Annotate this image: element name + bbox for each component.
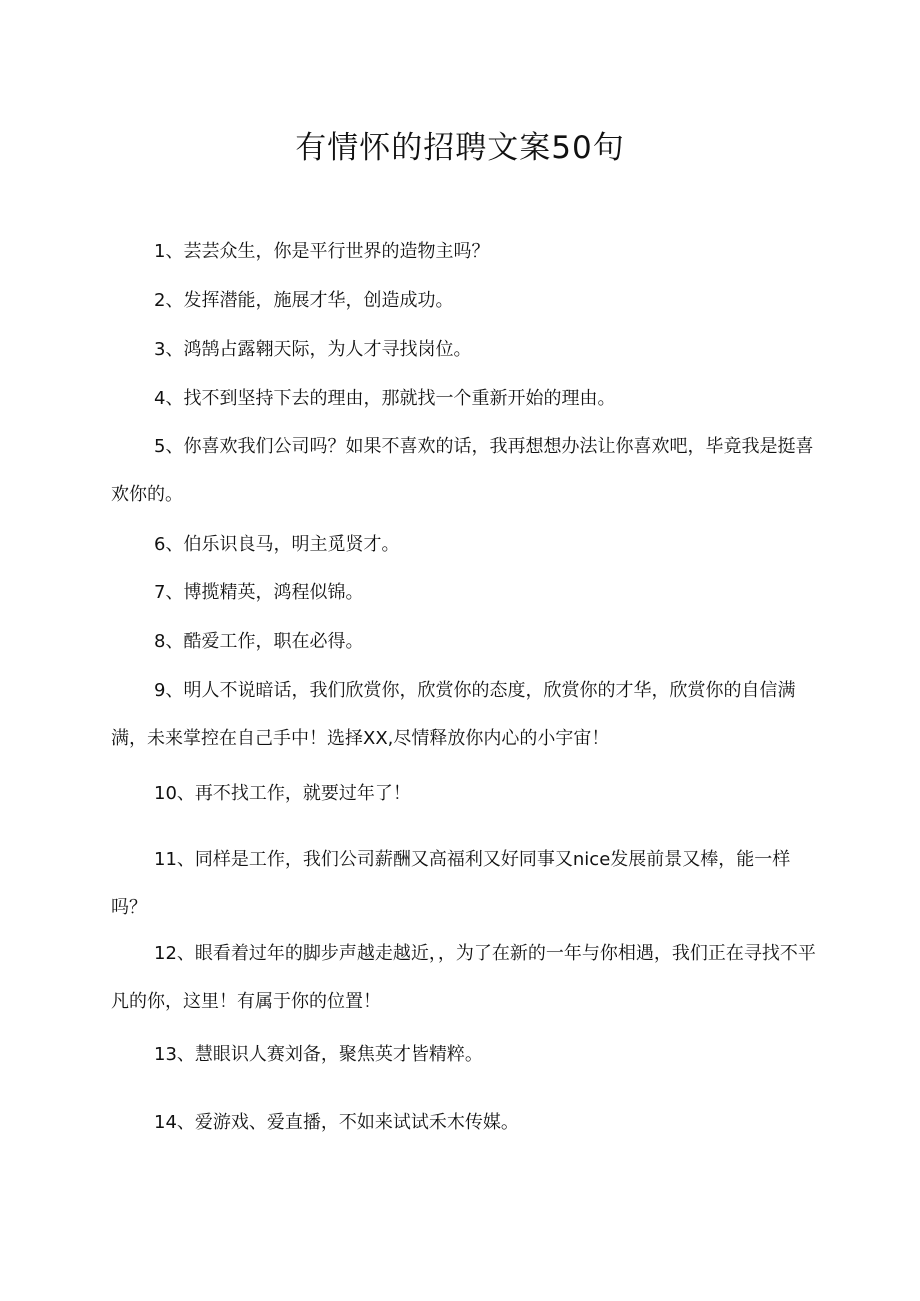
list-item-13: 13、慧眼识人赛刘备，聚焦英才皆精粹。 bbox=[154, 1044, 483, 1065]
list-item-9: 9、明人不说暗话，我们欣赏你，欣赏你的态度，欣赏你的才华，欣赏你的自信满满，未来掌控在自己手中！选择XX,尽情释放你内心的小宇宙！ bbox=[111, 680, 796, 749]
list-item-1: 1、芸芸众生，你是平行世界的造物主吗？ bbox=[154, 241, 490, 262]
list-item-4: 4、找不到坚持下去的理由，那就找一个重新开始的理由。 bbox=[154, 388, 616, 409]
list-item-11: 11、同样是工作，我们公司薪酬又高福利又好同事又nice发展前景又棒，能一样吗？ bbox=[111, 849, 791, 918]
list-item-6: 6、伯乐识良马，明主觅贤才。 bbox=[154, 534, 400, 555]
list-item-2: 2、发挥潜能，施展才华，创造成功。 bbox=[154, 290, 454, 311]
list-item-14: 14、爱游戏、爱直播，不如来试试禾木传媒。 bbox=[154, 1112, 519, 1133]
list-item-3: 3、鸿鹄占露翱天际，为人才寻找岗位。 bbox=[154, 339, 472, 360]
document-title: 有情怀的招聘文案50句 bbox=[295, 130, 625, 166]
list-item-12: 12、眼看着过年的脚步声越走越近，，为了在新的一年与你相遇，我们正在寻找不平凡的你，这里！有属于你的位置！ bbox=[111, 943, 816, 1012]
list-item-5: 5、你喜欢我们公司吗？如果不喜欢的话，我再想想办法让你喜欢吧，毕竟我是挺喜欢你的。 bbox=[111, 436, 814, 505]
list-item-8: 8、酷爱工作，职在必得。 bbox=[154, 631, 364, 652]
list-item-10: 10、再不找工作，就要过年了！ bbox=[154, 783, 411, 804]
list-item-7: 7、博揽精英，鸿程似锦。 bbox=[154, 582, 364, 603]
